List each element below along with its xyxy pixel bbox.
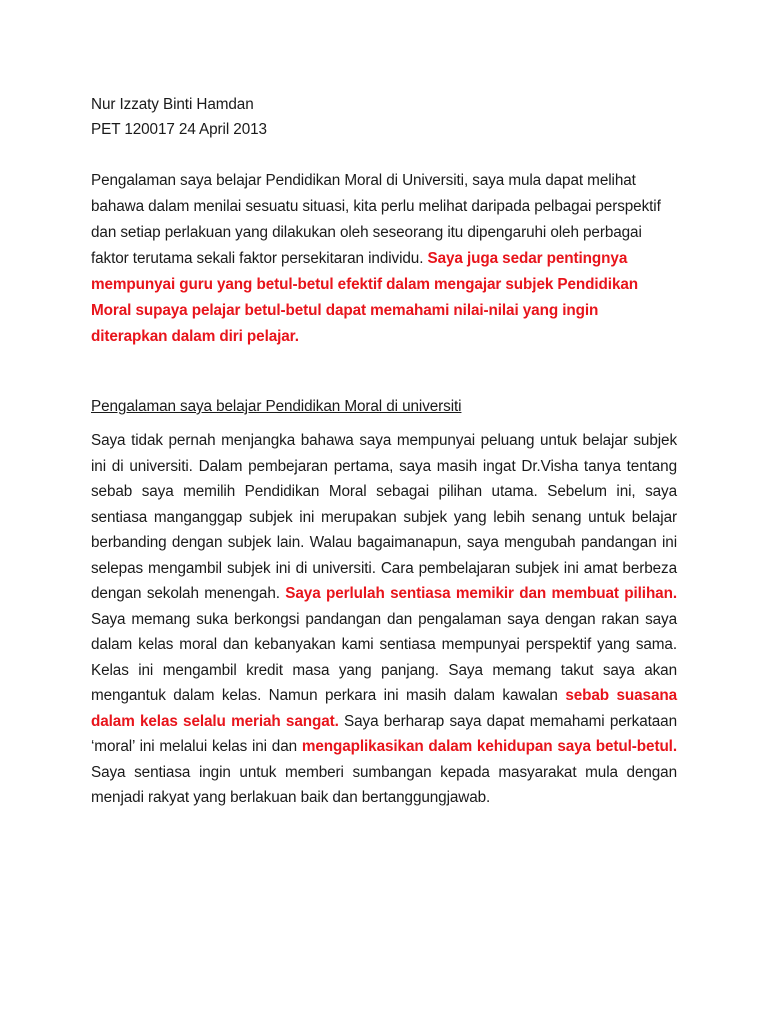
body-paragraph bbox=[91, 428, 677, 811]
body-text-1: Saya tidak pernah menjangka bahawa saya mempunyai peluang untuk belajar subjek ini di universiti. Dalam pembejaran pertama, saya masih ingat Dr.Visha tanya tentang sebab saya memilih Pendidikan Moral sebagai pilihan utama. Sebelum ini, saya sentiasa manganggap subjek ini merupakan subjek yang lebih senang untuk belajar berbanding dengan subjek lain. Walau bagaimanapun, saya mengubah pandangan ini selepas mengambil subjek ini di universiti. Cara pembelajaran subjek ini amat berbeza dengan sekolah menengah. bbox=[91, 432, 677, 602]
document-page bbox=[91, 92, 677, 811]
student-id-date: PET 120017 24 April 2013 bbox=[91, 121, 267, 138]
intro-text: Pengalaman saya belajar Pendidikan Moral di Universiti, saya mula dapat melihat bahawa dalam menilai sesuatu situasi, kita perlu melihat daripada pelbagai perspektif dan setiap perlakuan yang dilakukan oleh seseorang itu dipengaruhi oleh perbagai faktor terutama sekali faktor persekitaran individu. bbox=[91, 172, 661, 267]
body-text-2: Saya memang suka berkongsi pandangan dan pengalaman saya dengan rakan saya dalam kelas moral dan kebanyakan kami sentiasa mempunyai perspektif yang sama. Kelas ini mengambil kredit masa yang panjang. Saya memang takut saya akan mengantuk dalam kelas. Namun perkara ini masih dalam kawalan bbox=[91, 610, 677, 704]
body-highlight-1: Saya perlulah sentiasa memikir dan membuat pilihan. bbox=[285, 585, 677, 602]
body-highlight-3: mengaplikasikan dalam kehidupan saya betul-betul. bbox=[301, 738, 677, 755]
body-text-4: Saya sentiasa ingin untuk memberi sumbangan kepada masyarakat mula dengan menjadi rakyat yang berlakuan baik dan bertanggungjawab. bbox=[91, 763, 677, 806]
spacer bbox=[91, 420, 677, 428]
body-text-3: Saya berharap saya dapat memahami perkataan ‘moral’ ini melalui kelas ini dan bbox=[91, 712, 677, 755]
intro-paragraph bbox=[91, 168, 677, 350]
section-heading: Pengalaman saya belajar Pendidikan Moral di universiti bbox=[91, 398, 462, 415]
intro-highlight: Saya juga sedar pentingnya mempunyai guru yang betul-betul efektif dalam mengajar subjek Pendidikan Moral supaya pelajar betul-betul dapat memahami nilai-nilai yang ingin diterapkan dalam diri pelajar. bbox=[91, 250, 639, 345]
body-highlight-2: sebab suasana dalam kelas selalu meriah sangat. bbox=[91, 687, 678, 730]
spacer bbox=[91, 350, 677, 394]
spacer bbox=[91, 142, 677, 168]
author-name: Nur Izzaty Binti Hamdan bbox=[91, 96, 254, 113]
